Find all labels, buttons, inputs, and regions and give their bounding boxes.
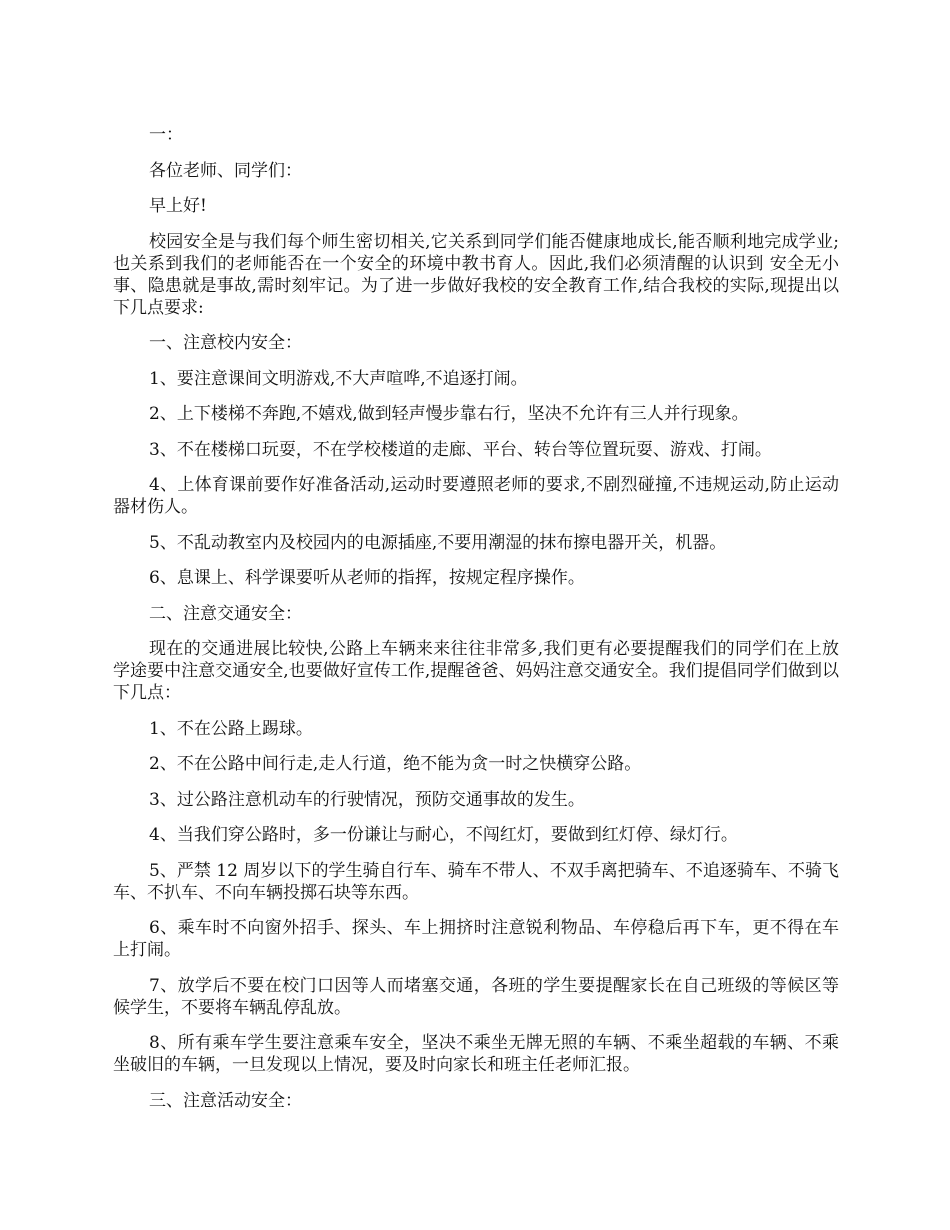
list-item: 3、不在楼梯口玩耍，不在学校楼道的走廊、平台、转台等位置玩耍、游戏、打闹。	[149, 439, 772, 460]
intro-paragraph: 校园安全是与我们每个师生密切相关,它关系到同学们能否健康地成长,能否顺利地完成学业;也关系到我们的老师能否在一个安全的环境中教书育人。因此,我们必须清醒的认识到 安全无小事、隐患就是事故,需时刻牢记。为了进一步做好我校的安全教育工作,结合我校的实际,现提出以下几点要求:	[113, 231, 839, 318]
greeting: 早上好!	[149, 196, 207, 216]
document-body	[113, 124, 839, 1125]
list-item: 6、乘车时不向窗外招手、探头、车上拥挤时注意锐利物品、车停稳后再下车，更不得在车上打闹。	[113, 918, 839, 960]
traffic-intro-paragraph: 现在的交通进展比较快,公路上车辆来来往往非常多,我们更有必要提醒我们的同学们在上放学途要中注意交通安全,也要做好宣传工作,提醒爸爸、妈妈注意交通安全。我们提倡同学们做到以下几点：	[113, 639, 839, 703]
salutation: 各位老师、同学们：	[149, 160, 302, 181]
list-item: 4、当我们穿公路时，多一份谦让与耐心，不闯红灯，要做到红灯停、绿灯行。	[149, 825, 738, 845]
section-heading-campus-safety: 一、注意校内安全：	[149, 333, 302, 353]
list-item: 3、过公路注意机动车的行驶情况，预防交通事故的发生。	[149, 789, 585, 810]
list-item: 4、上体育课前要作好准备活动,运动时要遵照老师的要求,不剧烈碰撞,不违规运动,防止运动器材伤人。	[113, 475, 839, 517]
section-heading-activity-safety: 三、注意活动安全：	[149, 1090, 302, 1111]
list-item: 8、所有乘车学生要注意乘车安全，坚决不乘坐无牌无照的车辆、不乘坐超载的车辆、不乘坐破旧的车辆，一旦发现以上情况，要及时向家长和班主任老师汇报。	[113, 1033, 839, 1075]
list-item: 5、严禁 12 周岁以下的学生骑自行车、骑车不带人、不双手离把骑车、不追逐骑车、不骑飞车、不扒车、不向车辆投掷石块等东西。	[113, 860, 839, 903]
list-item: 5、不乱动教室内及校园内的电源插座,不要用潮湿的抹布擦电器开关，机器。	[149, 532, 727, 553]
list-item: 1、要注意课间文明游戏,不大声喧哗,不追逐打闹。	[149, 368, 528, 389]
section-heading-traffic-safety: 二、注意交通安全：	[149, 603, 302, 624]
list-item: 6、息课上、科学课要听从老师的指挥，按规定程序操作。	[149, 568, 585, 588]
section-number: 一：	[149, 125, 183, 145]
list-item: 7、放学后不要在校门口因等人而堵塞交通，各班的学生要提醒家长在自己班级的等候区等候学生，不要将车辆乱停乱放。	[113, 975, 839, 1018]
list-item: 2、不在公路中间行走,走人行道，绝不能为贪一时之快横穿公路。	[149, 754, 642, 774]
list-item: 1、不在公路上踢球。	[149, 718, 313, 739]
list-item: 2、上下楼梯不奔跑,不嬉戏,做到轻声慢步靠右行，坚决不允许有三人并行现象。	[149, 404, 749, 424]
